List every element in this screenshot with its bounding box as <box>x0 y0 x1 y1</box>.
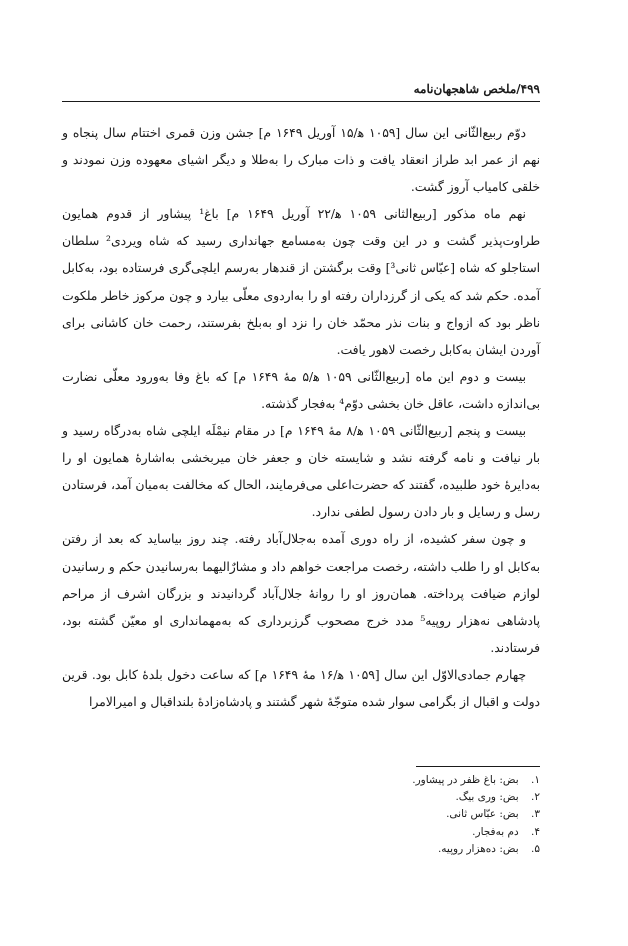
footnote-number: ۳. <box>531 808 540 821</box>
footnote <box>62 806 540 823</box>
paragraph: چهارم جمادی‌الاوّل این سال [۱۰۵۹ ه‍/۱۶ مهٔ ۱۶۴۹ م] که ساعت دخول بلدهٔ کابل بود. قرین دولت و اقبال از بگرامی سوار شده متوجّهٔ شهر گشتند و پادشاه‌زادهٔ بلنداقبال و امیرالامرا <box>62 667 540 709</box>
running-header <box>62 78 540 100</box>
paragraph: و چون سفر کشیده، از راه دوری آمده به‌جلال‌آباد رفته. چند روز بیاساید که بعد از رفتن به‌کابل او را طلب داشته، رخصت مراجعت خواهم داد و مشارٌالیهما به‌رسانیدن حکم و رسانیدن لوازم ضیافت پرداخته. همان‌روز او را روانهٔ جلال‌آباد گردانیدند و بزرگان اشرف از مراحم پادشاهی نه‌هزار روپیه⁵ مدد خرج مصحوب گرزبرداری که به‌مهمانداری او معیّن گشته بود، فرستادند. <box>62 532 540 655</box>
body-text <box>62 120 540 716</box>
footnote-text: بض: باغ ظفر در پیشاور. <box>412 774 519 786</box>
footnote-number: ۵. <box>531 842 540 855</box>
header-title: ۴۹۹/ملخص شاهجهان‌نامه <box>413 82 540 96</box>
footnote-number: ۱. <box>531 774 540 786</box>
footnote-number: ۴. <box>531 825 540 838</box>
footnote-number: ۲. <box>531 791 540 804</box>
footnote-text: بض: ده‌هزار روپیه. <box>437 842 519 855</box>
header-divider <box>62 101 540 102</box>
footnotes <box>62 772 540 858</box>
paragraph: بیست و دوم این ماه [ربیع‌الثّانی ۱۰۵۹ ه‍/۵ مهٔ ۱۶۴۹ م] که باغ وفا به‌ورود معلّی نضارت بی‌اندازه داشت، عاقل خان بخشی دوّم⁴ به‌فجار گذشته. <box>62 369 540 411</box>
footnote-text: بض: وری بیگ. <box>455 791 519 804</box>
footnote-text: بض: عبّاس ثانی. <box>446 808 519 821</box>
paragraph: نهم ماه مذکور [ربیع‌الثانی ۱۰۵۹ ه‍/۲۲ آوریل ۱۶۴۹ م] باغ¹ پیشاور از قدوم همایون طراوت‌پذیر گشت و در این وقت چون به‌مسامع جهانداری رسید که شاه ویردی² سلطان استاجلو که شاه [عبّاس ثانی³] وقت برگشتن از قندهار به‌رسم ایلچی‌گری فرستاده بود، به‌کابل آمده. حکم شد که یکی از گرزداران رفته او را به‌اردوی معلّی بیارد و چون مرکوز خاطر ملکوت ناظر بود که ازواج و بنات نذر محمّد خان را نزد او به‌بلخ بفرستند، رحمت خان کاشانی برای آوردن ایشان به‌کابل رخصت لاهور یافت. <box>62 207 540 357</box>
footnote <box>62 772 540 789</box>
footnote <box>62 789 540 806</box>
footnote-divider <box>416 766 540 767</box>
footnote <box>62 824 540 841</box>
paragraph: بیست و پنجم [ربیع‌الثّانی ۱۰۵۹ ه‍/۸ مهٔ ۱۶۴۹ م] در مقام نیمْلَه ایلچی شاه به‌درگاه رسید و بار نیافت و نامه گرفته نشد و شایسته خان و جعفر خان میربخشی به‌اشارهٔ همایون او را به‌دایرهٔ خود طلبیده، گفتند که حضرت‌اعلی می‌فرمایند، الحال که مخالفت به‌میان آمد، فرستادن رسل و رسایل و بار دادن رسول لطفی ندارد. <box>62 424 540 520</box>
paragraph: دوّم ربیع‌الثّانی این سال [۱۰۵۹ ه‍/۱۵ آوریل ۱۶۴۹ م] جشن وزن قمری اختتام سال پنجاه و نهم از عمر ابد طراز انعقاد یافت و ذات مبارک را به‌طلا و دیگر اشیای معهوده وزن نمودند و خلقی کامیاب آروز گشت. <box>62 126 540 195</box>
footnote <box>62 841 540 858</box>
footnote-text: دم به‌فجار. <box>472 825 519 838</box>
